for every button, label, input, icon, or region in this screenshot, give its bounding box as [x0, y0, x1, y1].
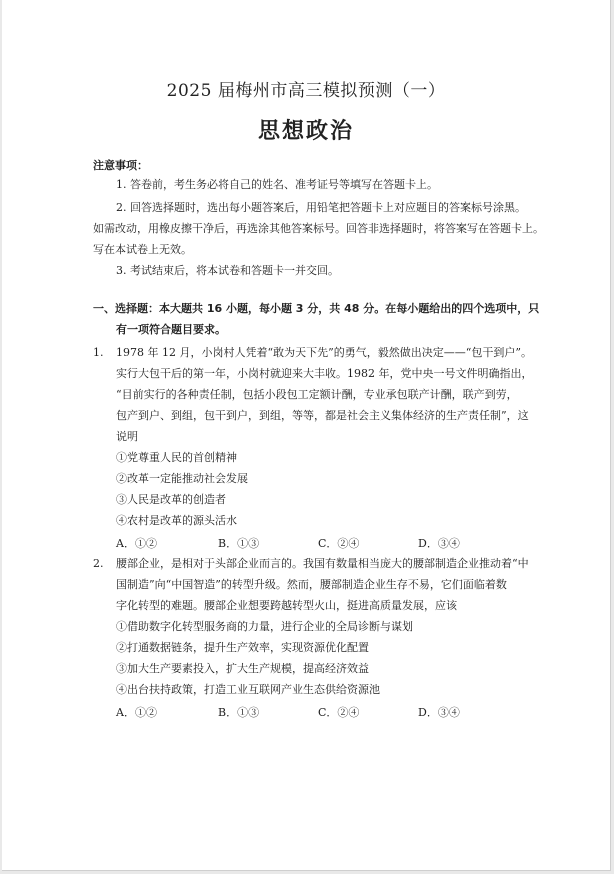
- question-2-option-b: B．①③: [218, 706, 260, 719]
- question-2-item-4: ④出台扶持政策，打造工业互联网产业生态供给资源池: [116, 683, 380, 696]
- note-line-1: 1. 答卷前，考生务必将自己的姓名、准考证号等填写在答题卡上。: [116, 178, 438, 191]
- question-2-number: 2.: [93, 557, 104, 570]
- question-2-item-3: ③加大生产要素投入，扩大生产规模，提高经济效益: [116, 662, 369, 675]
- question-1-item-4: ④农村是改革的源头活水: [116, 514, 237, 527]
- question-2-item-1: ①借助数字化转型服务商的力量，进行企业的全局诊断与谋划: [116, 620, 413, 633]
- question-1-stem-line-1: 1978 年 12 月，小岗村人凭着“敢为天下先”的勇气，毅然做出决定——“包干到户”。: [116, 346, 532, 359]
- question-1-number: 1.: [93, 346, 104, 359]
- exam-title: 2025 届梅州市高三模拟预测（一）: [166, 81, 446, 101]
- question-1-item-1: ①党尊重人民的首创精神: [116, 451, 237, 464]
- question-1-option-d: D．③④: [418, 537, 460, 550]
- section-instructions-line-1: 一、选择题：本大题共 16 小题，每小题 3 分，共 48 分。在每小题给出的四个选项中，只: [93, 302, 540, 315]
- question-1-stem-line-4: 包产到户、到组，包干到户，到组，等等，都是社会主义集体经济的生产责任制”，这: [116, 409, 529, 422]
- notes-heading: 注意事项：: [93, 159, 148, 172]
- subject-title: 思想政治: [257, 119, 354, 144]
- question-2-stem-line-1: 腰部企业，是相对于头部企业而言的。我国有数量相当庞大的腰部制造企业推动着“中: [116, 557, 529, 570]
- note-line-4: 写在本试卷上无效。: [93, 243, 192, 256]
- exam-page: [2, 0, 611, 871]
- question-2-stem-line-3: 字化转型的难题。腰部企业想要跨越转型火山，挺进高质量发展，应该: [116, 599, 457, 612]
- note-line-3: 如需改动，用橡皮擦干净后，再选涂其他答案标号。回答非选择题时，将答案写在答题卡上。: [93, 222, 544, 235]
- section-instructions-line-2: 有一项符合题目要求。: [116, 323, 226, 336]
- question-1-stem-line-3: “目前实行的各种责任制，包括小段包工定额计酬，专业承包联产计酬，联产到劳，: [116, 388, 518, 401]
- question-1-item-2: ②改革一定能推动社会发展: [116, 472, 248, 485]
- question-1-stem-line-2: 实行大包干后的第一年，小岗村就迎来大丰收。1982 年，党中央一号文件明确指出，: [116, 367, 533, 380]
- question-2-option-d: D．③④: [418, 706, 460, 719]
- question-1-option-a: A．①②: [116, 537, 157, 550]
- question-2-item-2: ②打通数据链条，提升生产效率，实现资源优化配置: [116, 641, 369, 654]
- question-1-option-b: B．①③: [218, 537, 260, 550]
- question-2-option-c: C．②④: [318, 706, 360, 719]
- question-1-stem-line-5: 说明: [116, 430, 138, 443]
- note-line-5: 3. 考试结束后，将本试卷和答题卡一并交回。: [116, 264, 339, 277]
- question-2-stem-line-2: 国制造”向“中国智造”的转型升级。然而，腰部制造企业生存不易，它们面临着数: [116, 578, 507, 591]
- question-2-option-a: A．①②: [116, 706, 157, 719]
- question-1-option-c: C．②④: [318, 537, 360, 550]
- question-1-item-3: ③人民是改革的创造者: [116, 493, 226, 506]
- note-line-2: 2. 回答选择题时，选出每小题答案后，用铅笔把答题卡上对应题目的答案标号涂黑。: [116, 201, 526, 214]
